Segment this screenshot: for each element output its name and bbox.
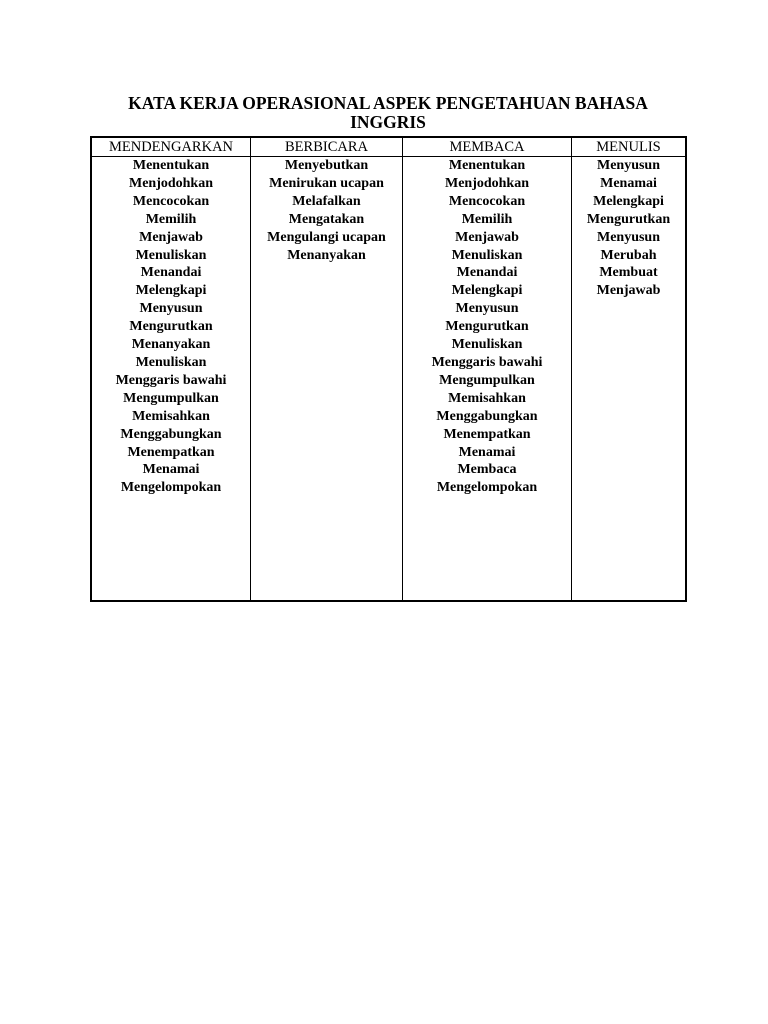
column-header: MENULIS <box>572 138 685 157</box>
verb-item: Menuliskan <box>135 354 207 370</box>
verb-item: Mengumpulkan <box>123 390 219 406</box>
verb-item: Menandai <box>140 265 202 281</box>
verb-item: Menuliskan <box>135 247 207 263</box>
verb-item: Menandai <box>456 265 518 281</box>
verb-item: Memilih <box>145 211 197 227</box>
verb-item: Menyusun <box>455 301 519 317</box>
title-line-2: INGGRIS <box>350 112 426 132</box>
verb-item: Menjawab <box>455 229 519 245</box>
verb-item: Melafalkan <box>292 193 361 209</box>
verb-item: Melengkapi <box>451 283 523 299</box>
verb-item: Menyebutkan <box>284 158 369 173</box>
column-header: BERBICARA <box>251 138 402 157</box>
verb-item: Merubah <box>600 247 657 263</box>
verb-item: Menanyakan <box>131 337 211 353</box>
verb-item: Mengatakan <box>288 211 365 227</box>
verb-table <box>90 136 687 602</box>
verb-item: Mengelompokan <box>120 480 222 496</box>
column-menulis <box>572 138 685 600</box>
verb-item: Mengurutkan <box>129 319 213 335</box>
verb-item: Menjodohkan <box>128 175 214 191</box>
verb-item: Menamai <box>600 175 657 191</box>
document-title <box>90 94 686 132</box>
verb-item: Menanyakan <box>287 247 366 263</box>
verb-item: Menjawab <box>596 283 661 299</box>
verb-item: Menyusun <box>596 158 661 173</box>
verb-item: Mengurutkan <box>586 211 671 227</box>
column-items <box>572 157 685 300</box>
verb-item: Mencocokan <box>448 193 526 209</box>
column-header: MENDENGARKAN <box>92 138 250 157</box>
verb-item: Menjodohkan <box>444 175 530 191</box>
verb-item: Mencocokan <box>132 193 210 209</box>
title-line-1: KATA KERJA OPERASIONAL ASPEK PENGETAHUAN BAHASA <box>128 93 648 113</box>
verb-item: Menentukan <box>448 158 526 173</box>
verb-item: Menggabungkan <box>120 426 222 442</box>
verb-item: Memisahkan <box>132 408 210 424</box>
column-membaca <box>403 138 572 600</box>
verb-item: Menggaris bawahi <box>431 354 543 370</box>
verb-item: Melengkapi <box>135 283 207 299</box>
column-mendengarkan <box>92 138 251 600</box>
column-items <box>92 157 250 497</box>
verb-item: Menamai <box>458 444 516 460</box>
verb-item: Mengurutkan <box>445 319 529 335</box>
verb-item: Mengelompokan <box>436 480 538 496</box>
verb-item: Membaca <box>457 462 517 478</box>
verb-item: Menempatkan <box>127 444 215 460</box>
verb-item: Melengkapi <box>593 193 664 209</box>
verb-item: Menirukan ucapan <box>269 175 384 191</box>
column-berbicara <box>251 138 403 600</box>
verb-item: Menamai <box>142 462 200 478</box>
verb-item: Menuliskan <box>451 337 523 353</box>
verb-item: Menuliskan <box>451 247 523 263</box>
verb-item: Menyusun <box>596 229 661 245</box>
verb-item: Mengulangi ucapan <box>267 229 386 245</box>
column-items <box>251 157 402 264</box>
verb-item: Menyusun <box>139 301 203 317</box>
verb-item: Menjawab <box>139 229 203 245</box>
verb-item: Membuat <box>599 265 658 281</box>
verb-item: Memisahkan <box>448 390 526 406</box>
column-header: MEMBACA <box>403 138 571 157</box>
verb-item: Menggabungkan <box>436 408 538 424</box>
verb-item: Menentukan <box>132 158 210 173</box>
verb-item: Memilih <box>461 211 513 227</box>
column-items <box>403 157 571 497</box>
verb-item: Menggaris bawahi <box>115 372 227 388</box>
verb-item: Menempatkan <box>443 426 531 442</box>
verb-item: Mengumpulkan <box>439 372 535 388</box>
